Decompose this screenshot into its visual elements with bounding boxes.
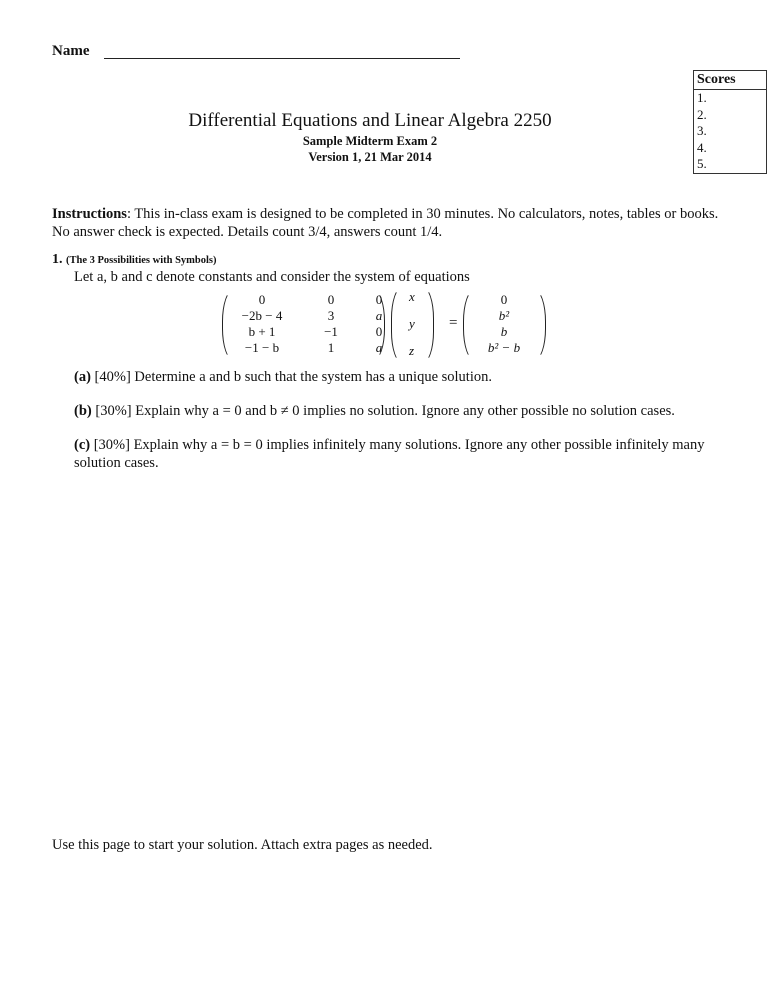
matrix-cell: 0 bbox=[375, 324, 383, 339]
matrix-cell: −1 − b bbox=[244, 340, 280, 355]
matrix-cell: −1 bbox=[324, 324, 338, 339]
part-b bbox=[74, 402, 675, 420]
right-paren bbox=[535, 290, 546, 360]
left-paren bbox=[463, 290, 474, 360]
instructions bbox=[52, 205, 722, 241]
name-blank-line[interactable] bbox=[104, 58, 460, 59]
part-label: (c) bbox=[74, 437, 91, 453]
problem-intro: Let a, b and c denote constants and consider the system of equations bbox=[74, 269, 470, 285]
unknown-y: y bbox=[409, 316, 415, 331]
part-c bbox=[74, 436, 724, 472]
rhs-cell: b² bbox=[498, 308, 510, 323]
scores-table bbox=[693, 70, 767, 174]
rhs-vector bbox=[474, 292, 534, 356]
page-title: Differential Equations and Linear Algebra 2250 bbox=[188, 110, 552, 131]
problem-heading bbox=[52, 252, 217, 269]
score-row: 1. bbox=[697, 90, 707, 105]
right-paren bbox=[423, 287, 434, 363]
score-row: 3. bbox=[697, 123, 707, 138]
matrix-cell: 1 bbox=[327, 340, 335, 355]
matrix-cell: 0 bbox=[258, 292, 266, 307]
instructions-text: : This in-class exam is designed to be completed in 30 minutes. No calculators, notes, tables or books. No answer check is expected. Details count 3/4, answers count 1/4. bbox=[52, 206, 719, 240]
rhs-cell: b² − b bbox=[487, 340, 521, 355]
rhs-cell: b bbox=[500, 324, 508, 339]
matrix-cell: 0 bbox=[327, 292, 335, 307]
score-row: 4. bbox=[697, 139, 707, 155]
matrix-cell: a bbox=[375, 308, 383, 323]
unknown-x: x bbox=[409, 289, 415, 304]
matrix-cell: a bbox=[375, 340, 383, 355]
score-row: 5. bbox=[697, 156, 707, 171]
scores-header: Scores bbox=[694, 71, 766, 90]
part-text: [30%] Explain why a = 0 and b ≠ 0 implies no solution. Ignore any other possible no solution cases. bbox=[95, 403, 675, 419]
instructions-label: Instructions bbox=[52, 206, 127, 222]
problem-number: 1. bbox=[52, 252, 63, 267]
part-a bbox=[74, 368, 492, 386]
part-text: [30%] Explain why a = b = 0 implies infinitely many solutions. Ignore any other possible infinitely many solution cases. bbox=[74, 437, 705, 471]
rhs-cell: 0 bbox=[500, 292, 508, 307]
footer-note: Use this page to start your solution. Attach extra pages as needed. bbox=[52, 837, 433, 853]
matrix-cell: −2b − 4 bbox=[241, 308, 283, 323]
matrix-cell: 0 bbox=[375, 292, 383, 307]
coefficient-matrix bbox=[230, 292, 390, 356]
unknown-z: z bbox=[409, 343, 415, 358]
part-text: [40%] Determine a and b such that the system has a unique solution. bbox=[94, 369, 492, 385]
name-label: Name bbox=[52, 43, 90, 59]
matrix-cell: 3 bbox=[327, 308, 335, 323]
exam-version: Version 1, 21 Mar 2014 bbox=[308, 150, 432, 164]
score-row: 2. bbox=[697, 106, 707, 122]
matrix-cell: b + 1 bbox=[248, 324, 276, 339]
part-label: (b) bbox=[74, 403, 92, 419]
equals-sign: = bbox=[449, 315, 458, 331]
part-label: (a) bbox=[74, 369, 91, 385]
problem-tag: (The 3 Possibilities with Symbols) bbox=[66, 255, 217, 266]
left-paren bbox=[391, 287, 402, 363]
exam-subtitle: Sample Midterm Exam 2 bbox=[302, 134, 438, 148]
